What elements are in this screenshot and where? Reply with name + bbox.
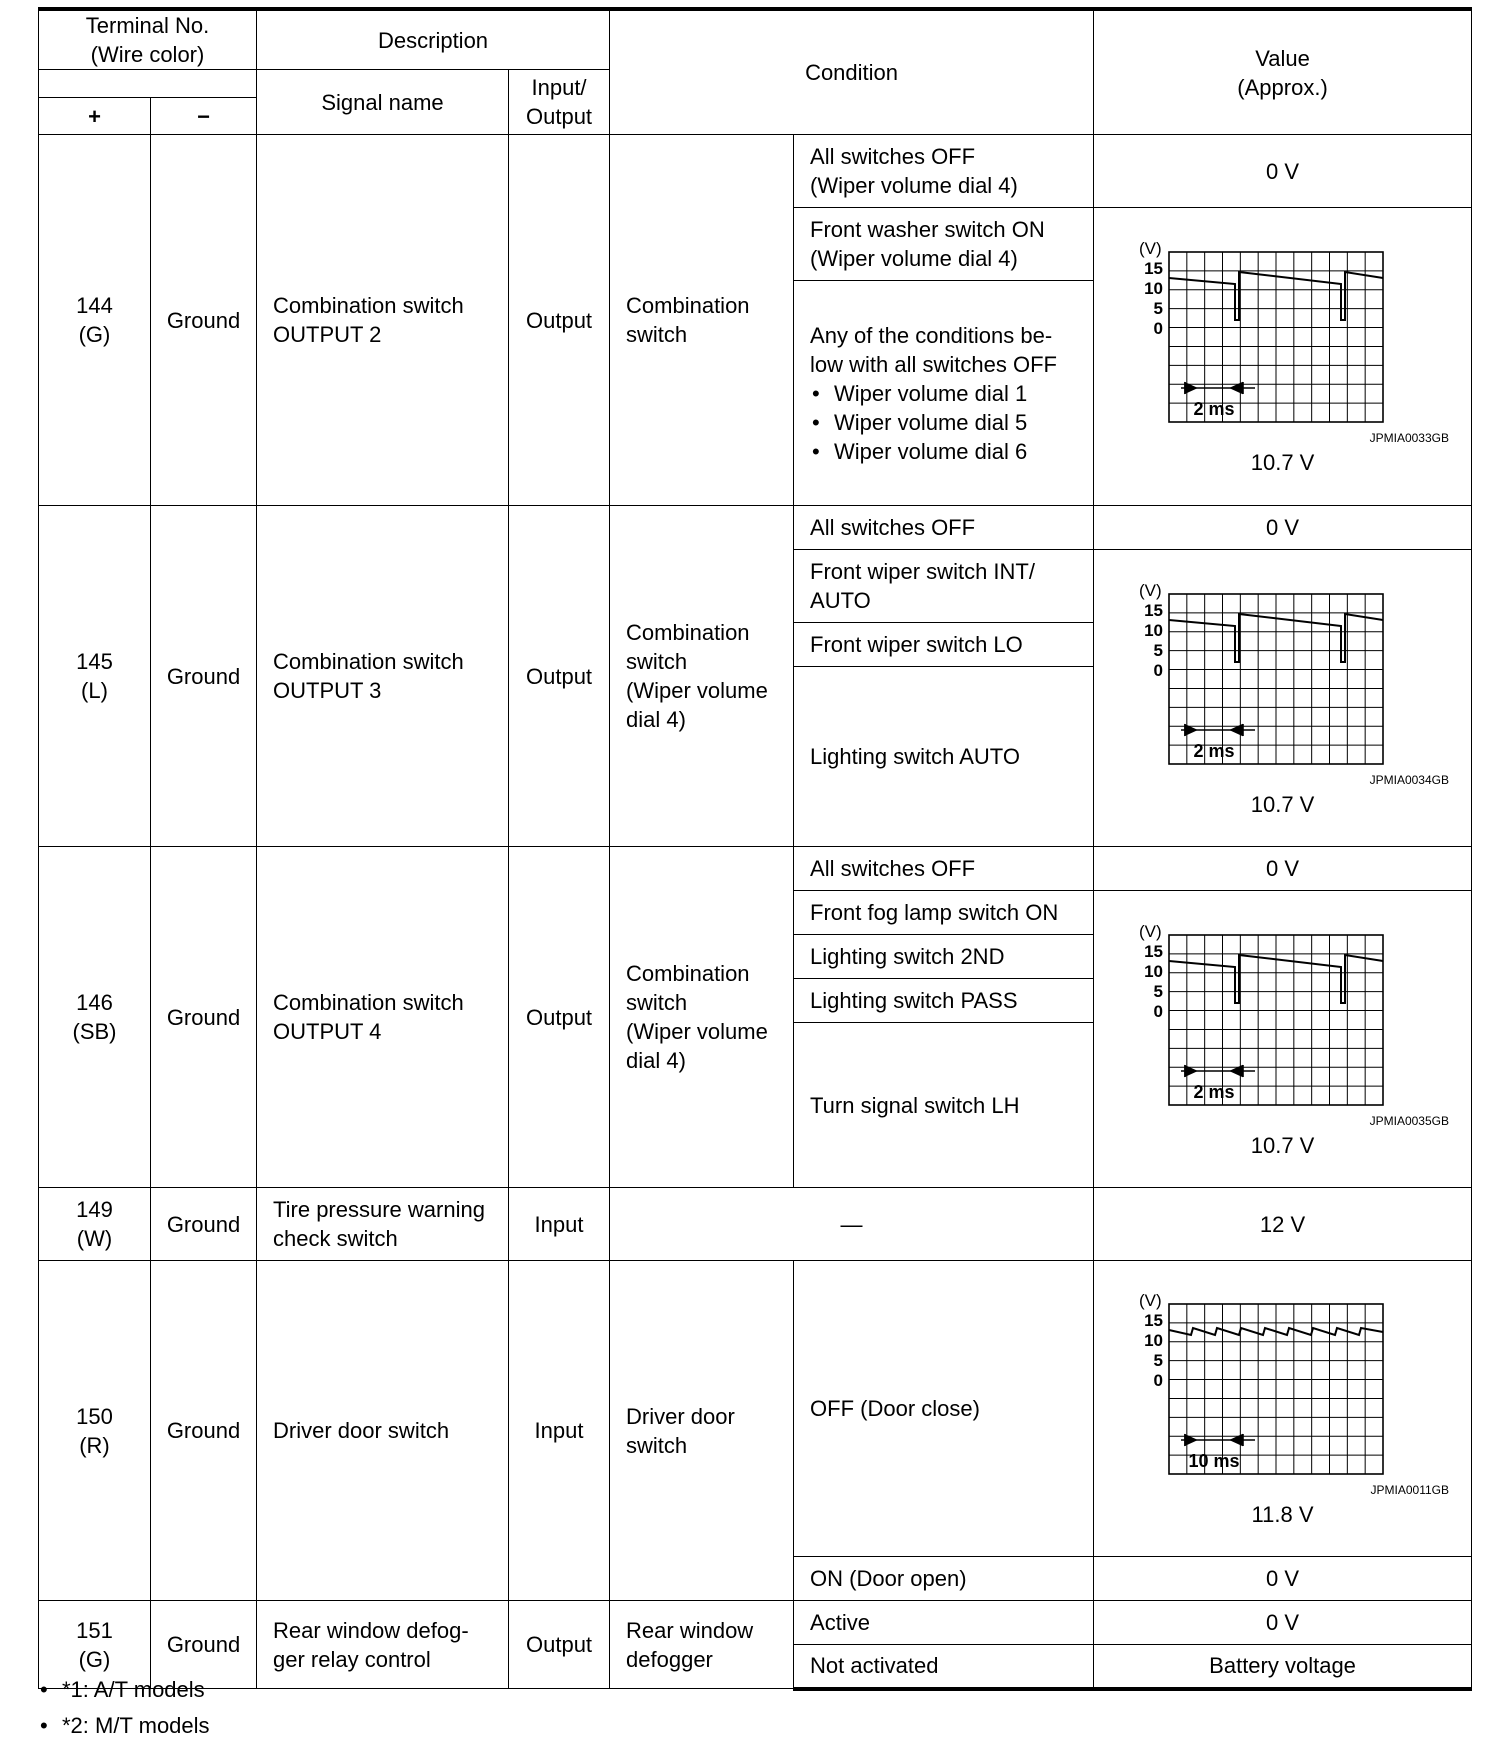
condition-cell: Lighting switch AUTO: [794, 667, 1094, 847]
waveform-tick-label: 0: [1153, 319, 1163, 338]
condition-cell: —: [610, 1188, 1094, 1261]
waveform-svg: [1113, 1288, 1453, 1498]
condition-cell: Lighting switch PASS: [794, 979, 1094, 1023]
table-row-146: [39, 847, 1472, 891]
waveform-tick-label: 10: [1143, 961, 1163, 981]
condition-cell: OFF (Door close): [794, 1261, 1094, 1557]
terminal-minus: Ground: [151, 1261, 257, 1601]
signal-name: Tire pressure warning check switch: [257, 1188, 509, 1261]
waveform-tick-label: 15: [1143, 600, 1163, 620]
terminal-plus: 144 (G): [39, 135, 151, 506]
terminal-spec-table: [38, 7, 1472, 1691]
waveform-svg: [1113, 919, 1453, 1129]
terminal-plus: 145 (L): [39, 506, 151, 847]
waveform-tick-label: 5: [1153, 640, 1163, 660]
waveform-svg: [1113, 578, 1453, 788]
io-cell: Output: [509, 506, 610, 847]
list-item: • Wiper volume dial 1: [810, 379, 1087, 408]
terminal-spec-table-wrapper: [38, 7, 1471, 1691]
value-header: Value (Approx.): [1094, 9, 1472, 135]
signal-name: Combination switch OUTPUT 4: [257, 847, 509, 1188]
header-row-1: [39, 9, 1472, 70]
waveform-tick-label: 10: [1143, 1331, 1163, 1350]
waveform-tick-label: 5: [1153, 981, 1163, 1001]
waveform-tick-label: 10: [1143, 279, 1163, 298]
table-row-151: [39, 1601, 1472, 1645]
waveform-tick-label: 15: [1143, 941, 1163, 961]
terminal-minus: Ground: [151, 1601, 257, 1689]
footnotes: [38, 1672, 210, 1744]
waveform-chart: [1094, 1288, 1471, 1498]
io-header: Input/ Output: [509, 70, 610, 135]
terminal-plus: 151 (G): [39, 1601, 151, 1689]
list-item: • Wiper volume dial 6: [810, 437, 1087, 466]
terminal-plus: 146 (SB): [39, 847, 151, 1188]
time-scale-label: 10 ms: [1188, 1451, 1240, 1471]
terminal-minus: Ground: [151, 847, 257, 1188]
terminal-plus: 150 (R): [39, 1261, 151, 1601]
waveform-chart: [1094, 578, 1471, 788]
signal-name: Driver door switch: [257, 1261, 509, 1601]
waveform-tick-label: 0: [1153, 660, 1163, 680]
footnote-item: • *2: M/T models: [38, 1708, 210, 1744]
table-row-149: [39, 1188, 1472, 1261]
value-cell: 0 V: [1094, 847, 1472, 891]
condition-cell: Front wiper switch LO: [794, 623, 1094, 667]
footnote-item: • *1: A/T models: [38, 1672, 210, 1708]
waveform-value: 10.7 V: [1250, 791, 1315, 817]
condition-cell: Turn signal switch LH: [794, 1023, 1094, 1188]
minus-header: −: [151, 98, 257, 135]
io-cell: Output: [509, 847, 610, 1188]
waveform-cell: [1094, 550, 1472, 847]
terminal-minus: Ground: [151, 1188, 257, 1261]
terminal-minus: Ground: [151, 135, 257, 506]
terminal-plus: 149 (W): [39, 1188, 151, 1261]
waveform-chart: [1094, 919, 1471, 1129]
condition-cell: All switches OFF (Wiper volume dial 4): [794, 135, 1094, 208]
io-cell: Input: [509, 1261, 610, 1601]
waveform-cell: [1094, 891, 1472, 1188]
condition-cell: All switches OFF: [794, 506, 1094, 550]
waveform-value: 11.8 V: [1251, 1502, 1314, 1527]
condition-group: Rear window defogger: [610, 1601, 794, 1689]
condition-group: Combination switch (Wiper volume dial 4): [610, 506, 794, 847]
list-item: • Wiper volume dial 5: [810, 408, 1087, 437]
time-scale-label: 2 ms: [1193, 1081, 1235, 1102]
figure-code-label: JPMIA0035GB: [1369, 1113, 1449, 1128]
description-header: Description: [257, 9, 610, 70]
value-cell: 0 V: [1094, 1557, 1472, 1601]
table-row-145: [39, 506, 1472, 550]
condition-cell: All switches OFF: [794, 847, 1094, 891]
terminal-no-header: Terminal No. (Wire color): [39, 9, 257, 70]
condition-group: Driver door switch: [610, 1261, 794, 1601]
signal-name: Combination switch OUTPUT 3: [257, 506, 509, 847]
io-cell: Output: [509, 135, 610, 506]
condition-cell: Front wiper switch INT/ AUTO: [794, 550, 1094, 623]
figure-code-label: JPMIA0011GB: [1370, 1483, 1449, 1497]
table-row-150: [39, 1261, 1472, 1557]
value-cell: 0 V: [1094, 1601, 1472, 1645]
plus-header: +: [39, 98, 151, 135]
value-cell: 12 V: [1094, 1188, 1472, 1261]
condition-cell: Not activated: [794, 1645, 1094, 1689]
time-scale-label: 2 ms: [1193, 740, 1235, 761]
signal-name: Combination switch OUTPUT 2: [257, 135, 509, 506]
waveform-tick-label: 15: [1143, 1311, 1163, 1330]
condition-header: Condition: [610, 9, 1094, 135]
terminal-minus: Ground: [151, 506, 257, 847]
waveform-tick-label: 5: [1153, 1351, 1163, 1370]
condition-cell: ON (Door open): [794, 1557, 1094, 1601]
time-scale-label: 2 ms: [1193, 399, 1235, 419]
condition-cell: Active: [794, 1601, 1094, 1645]
condition-group: Combination switch (Wiper volume dial 4): [610, 847, 794, 1188]
waveform-tick-label: 10: [1143, 620, 1163, 640]
waveform-unit-label: (V): [1138, 1291, 1162, 1310]
io-cell: Output: [509, 1601, 610, 1689]
figure-code-label: JPMIA0033GB: [1369, 431, 1449, 445]
waveform-svg: [1113, 236, 1453, 446]
io-cell: Input: [509, 1188, 610, 1261]
figure-code-label: JPMIA0034GB: [1369, 772, 1449, 787]
value-cell: 0 V: [1094, 506, 1472, 550]
value-cell: 0 V: [1094, 135, 1472, 208]
condition-cell: Front fog lamp switch ON: [794, 891, 1094, 935]
waveform-unit-label: (V): [1138, 580, 1162, 600]
waveform-cell: [1094, 208, 1472, 506]
value-cell: Battery voltage: [1094, 1645, 1472, 1689]
waveform-tick-label: 5: [1153, 299, 1163, 318]
waveform-tick-label: 0: [1153, 1371, 1163, 1390]
waveform-unit-label: (V): [1138, 921, 1162, 941]
condition-group: Combination switch: [610, 135, 794, 506]
waveform-chart: [1094, 236, 1471, 446]
waveform-unit-label: (V): [1138, 239, 1162, 258]
condition-cell: Front washer switch ON (Wiper volume dial 4): [794, 208, 1094, 281]
table-row-144: [39, 135, 1472, 208]
waveform-cell: [1094, 1261, 1472, 1557]
condition-cell: Any of the conditions be- low with all switches OFF • Wiper volume dial 1 • Wiper volume dial 5 • Wiper volume dial 6: [794, 281, 1094, 506]
waveform-value: 10.7 V: [1250, 1132, 1315, 1158]
signal-name-header: Signal name: [257, 70, 509, 135]
waveform-tick-label: 0: [1153, 1001, 1163, 1021]
signal-name: Rear window defog- ger relay control: [257, 1601, 509, 1689]
waveform-value: 10.7 V: [1250, 450, 1315, 475]
waveform-tick-label: 15: [1143, 259, 1163, 278]
condition-cell: Lighting switch 2ND: [794, 935, 1094, 979]
